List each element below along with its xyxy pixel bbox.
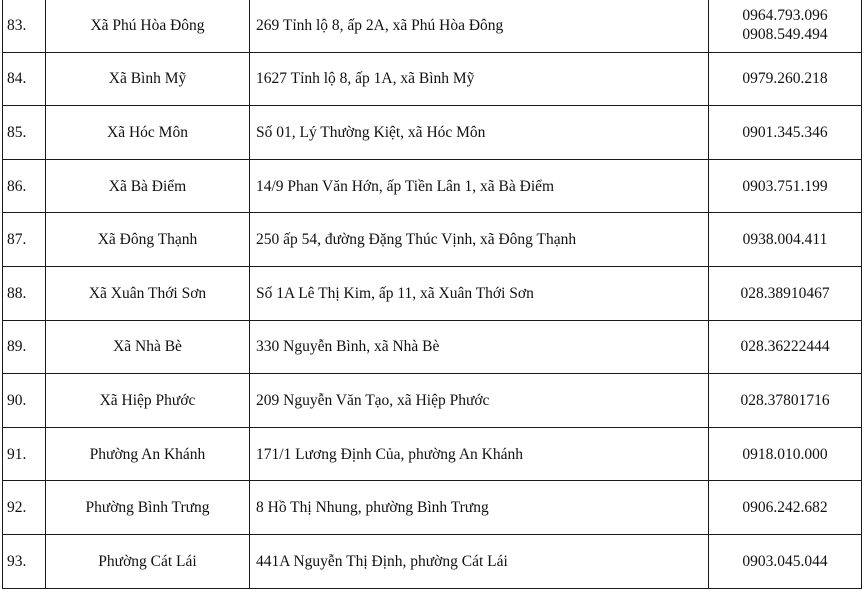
phone-cell: [709, 159, 862, 213]
address-cell: 209 Nguyễn Văn Tạo, xã Hiệp Phước: [250, 374, 709, 428]
ward-name-cell: Xã Bình Mỹ: [46, 52, 250, 106]
row-number-cell: 85.: [3, 106, 46, 160]
phone-number: 028.36222444: [740, 338, 830, 356]
row-number-cell: 87.: [3, 213, 46, 267]
phone-cell: [709, 427, 862, 481]
phone-cell: [709, 213, 862, 267]
address-cell: 330 Nguyễn Bình, xã Nhà Bè: [250, 320, 709, 374]
phone-cell: [709, 320, 862, 374]
phone-cell: [709, 481, 862, 535]
phone-number: 0918.010.000: [742, 445, 828, 463]
phone-cell: [709, 266, 862, 320]
table-body: [3, 0, 862, 588]
table-row: [3, 52, 862, 106]
table-row: [3, 106, 862, 160]
ward-name-cell: Xã Đông Thạnh: [46, 213, 250, 267]
table-row: [3, 427, 862, 481]
table-row: [3, 481, 862, 535]
phone-cell: [709, 374, 862, 428]
phone-number: 0938.004.411: [742, 231, 828, 249]
row-number-cell: 93.: [3, 534, 46, 588]
row-number-cell: 86.: [3, 159, 46, 213]
address-cell: 250 ấp 54, đường Đặng Thúc Vịnh, xã Đông Thạnh: [250, 213, 709, 267]
table-row: [3, 159, 862, 213]
row-number-cell: 89.: [3, 320, 46, 374]
phone-number: 0906.242.682: [742, 499, 828, 517]
table-row: [3, 213, 862, 267]
address-cell: 441A Nguyễn Thị Định, phường Cát Lái: [250, 534, 709, 588]
row-number-cell: 83.: [3, 0, 46, 52]
ward-name-cell: Xã Phú Hòa Đông: [46, 0, 250, 52]
ward-name-cell: Xã Hóc Môn: [46, 106, 250, 160]
ward-name-cell: Phường An Khánh: [46, 427, 250, 481]
table-row: [3, 266, 862, 320]
address-cell: Số 1A Lê Thị Kim, ấp 11, xã Xuân Thới Sơn: [250, 266, 709, 320]
phone-number: 0964.793.096: [742, 7, 828, 25]
row-number-cell: 90.: [3, 374, 46, 428]
ward-name-cell: Xã Bà Điểm: [46, 159, 250, 213]
address-cell: Số 01, Lý Thường Kiệt, xã Hóc Môn: [250, 106, 709, 160]
phone-number: 028.38910467: [740, 284, 830, 302]
phone-number: 0908.549.494: [742, 26, 828, 44]
address-cell: 14/9 Phan Văn Hớn, ấp Tiền Lân 1, xã Bà Điểm: [250, 159, 709, 213]
ward-name-cell: Xã Hiệp Phước: [46, 374, 250, 428]
ward-contact-table: [2, 0, 862, 589]
phone-cell: [709, 0, 862, 52]
phone-cell: [709, 534, 862, 588]
address-cell: 171/1 Lương Định Của, phường An Khánh: [250, 427, 709, 481]
ward-name-cell: Xã Nhà Bè: [46, 320, 250, 374]
phone-cell: [709, 106, 862, 160]
row-number-cell: 84.: [3, 52, 46, 106]
ward-name-cell: Phường Cát Lái: [46, 534, 250, 588]
table-row: [3, 320, 862, 374]
ward-name-cell: Xã Xuân Thới Sơn: [46, 266, 250, 320]
phone-cell: [709, 52, 862, 106]
row-number-cell: 91.: [3, 427, 46, 481]
ward-name-cell: Phường Bình Trưng: [46, 481, 250, 535]
phone-number: 0901.345.346: [742, 123, 828, 141]
row-number-cell: 88.: [3, 266, 46, 320]
address-cell: 269 Tỉnh lộ 8, ấp 2A, xã Phú Hòa Đông: [250, 0, 709, 52]
table-row: [3, 374, 862, 428]
row-number-cell: 92.: [3, 481, 46, 535]
phone-number: 0903.045.044: [742, 552, 828, 570]
address-cell: 8 Hồ Thị Nhung, phường Bình Trưng: [250, 481, 709, 535]
phone-number: 0979.260.218: [742, 70, 828, 88]
address-cell: 1627 Tỉnh lộ 8, ấp 1A, xã Bình Mỹ: [250, 52, 709, 106]
table-row: [3, 0, 862, 52]
phone-number: 028.37801716: [740, 391, 830, 409]
table-row: [3, 534, 862, 588]
phone-number: 0903.751.199: [742, 177, 828, 195]
